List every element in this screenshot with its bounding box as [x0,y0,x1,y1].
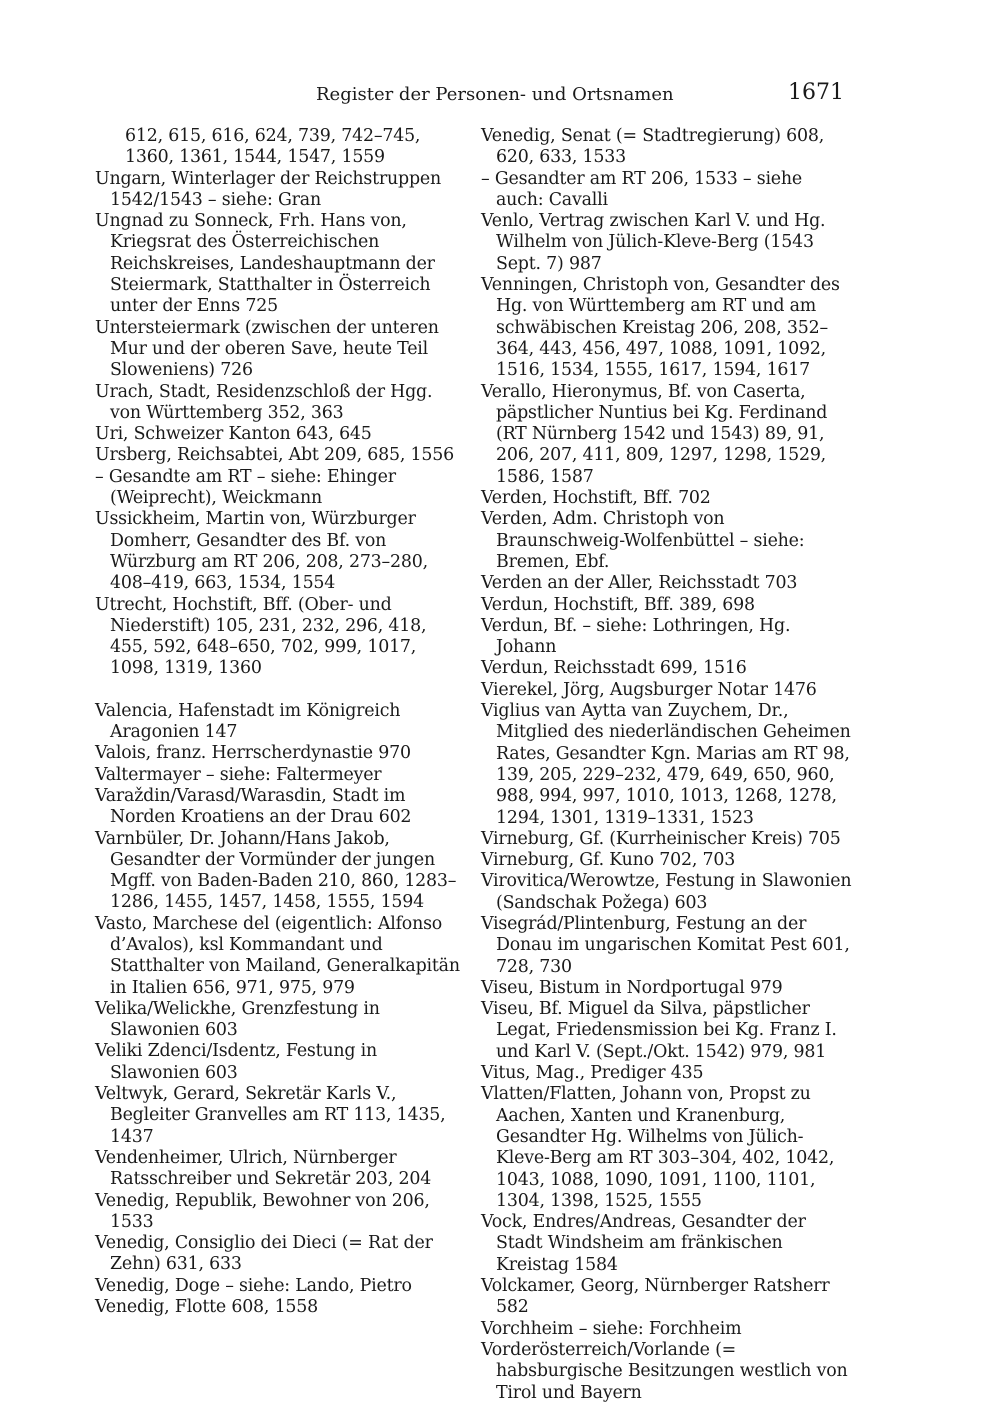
index-entry: – Gesandter am RT 206, 1533 – siehe auch: Cavalli [481,168,802,210]
index-entry: Verdun, Reichsstadt 699, 1516 [481,658,747,679]
index-entry: Venedig, Flotte 608, 1558 [95,1297,319,1318]
index-entry: Valencia, Hafenstadt im Königreich Aragonien 147 [95,700,401,743]
index-entry: Visegrád/Plintenburg, Festung an der Donau im ungarischen Komitat Pest 601, 728, 730 [481,913,850,977]
index-entry: Venningen, Christoph von, Gesandter des Hg. von Württemberg am RT und am schwäbischen Kreistag 206, 208, 352–364, 443, 456, 497, 1088, 1091, 1092, 1516, 1534, 1555, 1617, 1594, 1617 [481,275,840,381]
index-entry: Utrecht, Hochstift, Bff. (Ober- und Niederstift) 105, 231, 232, 296, 418, 455, 592, 648–650, 702, 999, 1017, 1098, 1319, 1360 [95,594,427,679]
index-entry: Venlo, Vertrag zwischen Karl V. und Hg. Wilhelm von Jülich-Kleve-Berg (1543 Sept. 7) 987 [481,211,826,274]
page-header [0,80,1004,110]
index-entry: Viglius van Aytta van Zuychem, Dr., Mitglied des niederländischen Geheimen Rates, Gesandter Kgn. Marias am RT 98, 139, 205, 229–232, 479, 649, 650, 960, 988, 994, 997, 1010, 1013, 1268, 1278, 1294, 1301, 1319–1331, 1523 [481,701,851,828]
index-entry: Uri, Schweizer Kanton 643, 645 [95,424,372,445]
index-entry: Vasto, Marchese del (eigentlich: Alfonso d’Avalos), ksl Kommandant und Statthalter von Mailand, Generalkapitän in Italien 656, 971, 975, 979 [95,913,460,998]
index-entry: Valois, franz. Herrscherdynastie 970 [95,743,411,764]
running-title: Register der Personen- und Ortsnamen [316,84,674,105]
index-entry: Veliki Zdenci/Isdentz, Festung in Slawonien 603 [95,1041,378,1083]
letter-section-gap [95,680,467,701]
index-entry: Ungnad zu Sonneck, Frh. Hans von, Kriegsrat des Österreichischen Reichskreises, Landeshauptmann der Steiermark, Statthalter in Österreich unter der Enns 725 [95,211,435,317]
index-entry: Verden, Adm. Christoph von Braunschweig-Wolfenbüttel – siehe: Bremen, Ebf. [481,509,805,572]
index-entry: Viseu, Bf. Miguel da Silva, päpstlicher Legat, Friedensmission bei Kg. Franz I. und Karl V. (Sept./Okt. 1542) 979, 981 [481,999,837,1062]
index-entry: Verdun, Bf. – siehe: Lothringen, Hg. Johann [481,615,791,658]
index-entry: Virovitica/Werowtze, Festung in Slawonien (Sandschak Požega) 603 [481,871,852,913]
index-entry: Venedig, Senat (= Stadtregierung) 608, 620, 633, 1533 [481,126,825,168]
index-entry: Venedig, Consiglio dei Dieci (= Rat der Zehn) 631, 633 [95,1233,433,1275]
index-entry: Vock, Endres/Andreas, Gesandter der Stadt Windsheim am fränkischen Kreistag 1584 [481,1212,806,1275]
index-entry: Velika/Welickhe, Grenzfestung in Slawonien 603 [95,998,380,1041]
index-entry: Urach, Stadt, Residenzschloß der Hgg. von Württemberg 352, 363 [95,381,433,423]
index-entry: Valtermayer – siehe: Faltermeyer [95,764,382,785]
index-entry: Ursberg, Reichsabtei, Abt 209, 685, 1556 [95,445,454,466]
index-entry: Verden, Hochstift, Bff. 702 [481,488,711,509]
index-entry: Verden an der Aller, Reichsstadt 703 [481,573,798,594]
index-entry: Virneburg, Gf. Kuno 702, 703 [481,850,736,871]
index-entry: – Gesandte am RT – siehe: Ehinger (Weiprecht), Weickmann [95,466,396,509]
index-entry: Untersteiermark (zwischen der unteren Mur und der oberen Save, heute Teil Sloweniens) 726 [95,317,439,381]
index-entry: Vlatten/Flatten, Johann von, Propst zu Aachen, Xanten und Kranenburg, Gesandter Hg. Wilhelms von Jülich-Kleve-Berg am RT 303–304, 402, 1042, 1043, 1088, 1090, 1091, 1100, 1101, 1304, 1398, 1525, 1555 [481,1084,835,1211]
index-entry: Verdun, Hochstift, Bff. 389, 698 [481,594,755,615]
index-entry: Varnbüler, Dr. Johann/Hans Jakob, Gesandter der Vormünder der jungen Mgff. von Baden-Baden 210, 860, 1283–1286, 1455, 1457, 1458, 1555, 1594 [95,828,457,913]
index-entry: Varaždin/Varasd/Warasdin, Stadt im Norden Kroatiens an der Drau 602 [95,785,412,828]
index-column-left [95,126,467,1318]
index-entry: Venedig, Doge – siehe: Lando, Pietro [95,1275,412,1296]
index-entry: Veltwyk, Gerard, Sekretär Karls V., Begleiter Granvelles am RT 113, 1435, 1437 [95,1084,446,1147]
index-entry: Venedig, Republik, Bewohner von 206, 1533 [95,1190,430,1232]
index-entry: Volckamer, Georg, Nürnberger Ratsherr 582 [481,1276,830,1318]
index-entry: Ungarn, Winterlager der Reichstruppen 1542/1543 – siehe: Gran [95,168,441,210]
index-entry: 612, 615, 616, 624, 739, 742–745, 1360, 1361, 1544, 1547, 1559 [125,126,421,168]
index-entry: Vendenheimer, Ulrich, Nürnberger Ratsschreiber und Sekretär 203, 204 [95,1147,432,1190]
index-entry: Virneburg, Gf. (Kurrheinischer Kreis) 705 [481,828,841,849]
index-entry: Vorchheim – siehe: Forchheim [481,1318,742,1339]
index-entry: Viseu, Bistum in Nordportugal 979 [481,977,783,998]
index-entry: Verallo, Hieronymus, Bf. von Caserta, päpstlicher Nuntius bei Kg. Ferdinand (RT Nürnberg 1542 und 1543) 89, 91, 206, 207, 411, 809, 1297, 1298, 1529, 1586, 1587 [481,381,828,487]
index-entry: Vitus, Mag., Prediger 435 [481,1063,704,1084]
index-entry: Vierekel, Jörg, Augsburger Notar 1476 [481,679,817,700]
index-entry: Vorderösterreich/Vorlande (= habsburgische Besitzungen westlich von Tirol und Bayern [481,1339,848,1403]
page-number: 1671 [788,80,844,105]
index-column-right [481,126,853,1404]
index-entry: Ussickheim, Martin von, Würzburger Domherr, Gesandter des Bf. von Würzburg am RT 206, 208, 273–280, 408–419, 663, 1534, 1554 [95,509,428,594]
